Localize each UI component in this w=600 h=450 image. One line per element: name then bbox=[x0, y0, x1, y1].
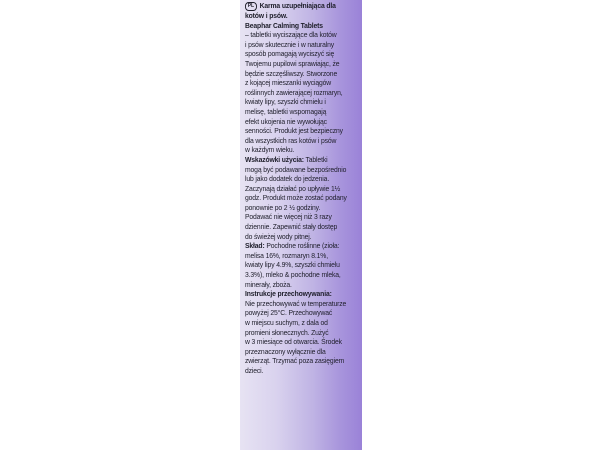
product-name: Beaphar Calming Tablets bbox=[245, 20, 323, 30]
usage-line: mogą być podawane bezpośrednio bbox=[245, 164, 347, 174]
usage-section bbox=[245, 155, 359, 241]
label-text bbox=[245, 1, 359, 376]
usage-line: Zaczynają działać po upływie 1½ bbox=[245, 183, 341, 193]
description-line: będzie szczęśliwszy. Stworzone bbox=[245, 68, 338, 78]
composition-section bbox=[245, 241, 359, 289]
storage-section bbox=[245, 289, 359, 375]
storage-line: w 3 miesiące od otwarcia. Środek bbox=[245, 337, 342, 347]
storage-line: zwierząt. Trzymać poza zasięgiem bbox=[245, 356, 345, 366]
description-line: efekt ukojenia nie wywołując bbox=[245, 116, 327, 126]
product-title-line-2: kotów i psów. bbox=[245, 11, 288, 20]
description-line: Twojemu pupilowi sprawiając, że bbox=[245, 58, 340, 68]
usage-line: Podawać nie więcej niż 3 razy bbox=[245, 212, 332, 222]
usage-heading: Wskazówki użycia: bbox=[245, 154, 304, 164]
storage-line: powyżej 25°C. Przechowywać bbox=[245, 308, 333, 318]
storage-line: Nie przechowywać w temperaturze bbox=[245, 298, 347, 308]
description-line: melisę, tabletki wspomagają bbox=[245, 106, 327, 116]
storage-heading: Instrukcje przechowywania: bbox=[245, 289, 332, 299]
usage-line: ponownie po 2 ½ godziny. bbox=[245, 202, 321, 212]
description-line: dla wszystkich ras kotów i psów bbox=[245, 135, 337, 145]
description-line: – tabletki wyciszające dla kotów bbox=[245, 30, 337, 40]
storage-line: dzieci. bbox=[245, 365, 264, 375]
language-badge: PL bbox=[245, 2, 257, 11]
description-line: w każdym wieku. bbox=[245, 145, 295, 155]
description-line: kwiaty lipy, szyszki chmielu i bbox=[245, 97, 326, 107]
product-label-strip bbox=[240, 0, 362, 450]
description-line: roślinnych zawierającej rozmaryn, bbox=[245, 87, 343, 97]
composition-text-start: Pochodne roślinne (zioła: bbox=[264, 241, 340, 251]
usage-line: do świeżej wody pitnej. bbox=[245, 231, 312, 241]
description-line: sposób pomagają wyciszyć się bbox=[245, 49, 335, 59]
product-title-line-1: Karma uzupełniająca dla bbox=[259, 1, 336, 10]
composition-line: 3.3%), mleko & pochodne mleka, bbox=[245, 270, 341, 280]
usage-line: godz. Produkt może zostać podany bbox=[245, 193, 347, 203]
storage-line: promieni słonecznych. Zużyć bbox=[245, 327, 329, 337]
composition-line: kwiaty lipy 4.9%, szyszki chmielu bbox=[245, 260, 340, 270]
description-line: senności. Produkt jest bezpieczny bbox=[245, 126, 343, 136]
usage-line: lub jako dodatek do jedzenia. bbox=[245, 174, 330, 184]
composition-line: melisa 16%, rozmaryn 8.1%, bbox=[245, 250, 328, 260]
storage-line: przeznaczony wyłącznie dla bbox=[245, 346, 326, 356]
composition-heading: Skład: bbox=[245, 241, 265, 251]
usage-line: dziennie. Zapewnić stały dostęp bbox=[245, 222, 338, 232]
description-line: z kojącej mieszanki wyciągów bbox=[245, 78, 332, 88]
storage-line: w miejscu suchym, z dala od bbox=[245, 318, 328, 327]
description-line: i psów skutecznie i w naturalny bbox=[245, 39, 335, 49]
description bbox=[245, 30, 359, 155]
title-row bbox=[245, 1, 359, 11]
usage-text-start: Tabletki bbox=[303, 154, 328, 164]
composition-line: minerały, zboża. bbox=[245, 279, 292, 289]
